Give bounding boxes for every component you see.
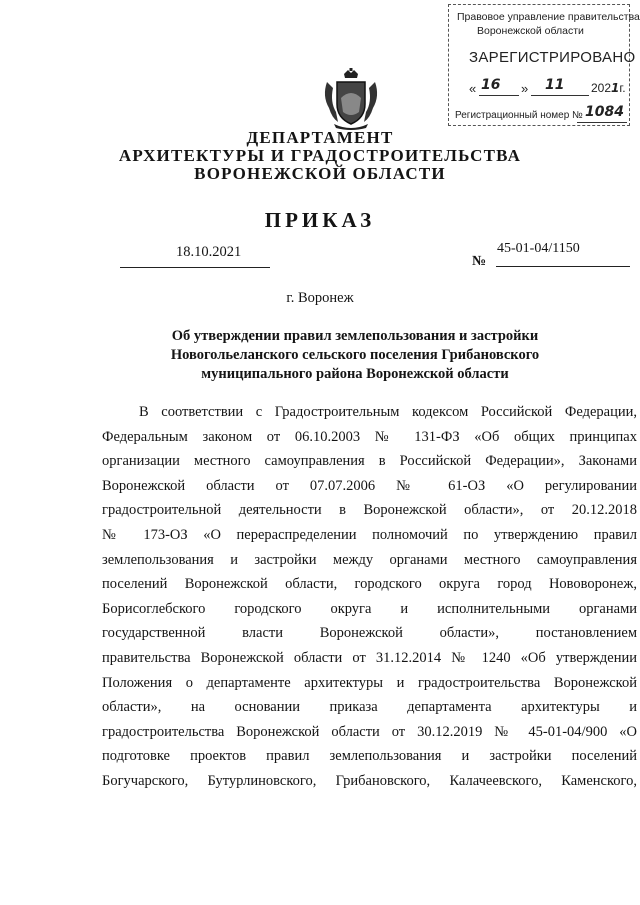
order-number-sign: № (472, 254, 487, 269)
body-line: № 173-ОЗ «О перераспределении полномочий по утверждению правил (102, 526, 637, 543)
body-line: области», на основании приказа департамента архитектуры и (102, 699, 637, 716)
subject-line: Об утверждении правил землепользования и застройки (171, 328, 539, 344)
stamp-status: ЗАРЕГИСТРИРОВАНО (469, 49, 636, 66)
department-name-line-3: ВОРОНЕЖСКОЙ ОБЛАСТИ (194, 164, 446, 183)
registration-stamp: Правовое управление правительства Воронежской области ЗАРЕГИСТРИРОВАНО « 16 » 11 2021г. Регистрационный номер № 1084 (448, 4, 630, 126)
stamp-month: 11 (545, 77, 565, 93)
body-line: В соответствии с Градостроительным кодексом Российской Федерации, (139, 404, 637, 420)
stamp-reg-number: 1084 (585, 104, 624, 120)
order-number: 45-01-04/1150 (497, 241, 580, 256)
department-name-line-2: АРХИТЕКТУРЫ И ГРАДОСТРОИТЕЛЬСТВА (118, 146, 522, 165)
body-line: подготовке проектов правил землепользования и застройки поселений (102, 748, 637, 765)
stamp-day: 16 (481, 77, 501, 93)
subject-line: муниципального района Воронежской области (201, 366, 509, 382)
city: г. Воронеж (286, 290, 354, 306)
body-line: градостроительной деятельности в Воронежской области», от 20.12.2018 (102, 502, 637, 519)
body-line: государственной власти Воронежской области», постановлением (102, 625, 637, 642)
body-line: Борисоглебского городского округа и исполнительными органами (102, 600, 637, 617)
stamp-authority-line: Правовое управление правительства (457, 11, 640, 23)
department-name-line-1: ДЕПАРТАМЕНТ (246, 128, 394, 147)
stamp-year: 2021г. (591, 81, 626, 95)
body-line: организации местного самоуправления в Российской Федерации», Законами (102, 453, 637, 470)
body-line: Воронежской области от 07.07.2006 № 61-ОЗ «О регулировании (102, 477, 637, 494)
body-line: градостроительства Воронежской области от 30.12.2019 № 45-01-04/900 «О (102, 723, 637, 740)
body-line: землепользования и застройки между органами местного самоуправления (102, 551, 637, 568)
body-line: Богучарского, Бутурлиновского, Грибановского, Калачеевского, Каменского, (102, 772, 637, 789)
order-date: 18.10.2021 (176, 244, 242, 260)
body-line: Положения о департаменте архитектуры и градостроительства Воронежской (102, 674, 637, 691)
date-underline (120, 267, 270, 268)
coat-of-arms-icon (322, 68, 380, 130)
number-underline (496, 266, 630, 267)
document-title: ПРИКАЗ (264, 208, 376, 232)
order-subject (60, 327, 640, 384)
stamp-region-line: Воронежской области (477, 25, 584, 37)
subject-line: Новогольеланского сельского поселения Грибановского (170, 347, 540, 363)
stamp-reg-label: Регистрационный номер № (455, 110, 583, 121)
body-line: поселений Воронежской области, городского округа город Нововоронеж, (102, 576, 637, 593)
body-line: Федеральным законом от 06.10.2003 № 131-ФЗ «Об общих принципах (102, 428, 637, 445)
body-paragraph (102, 400, 637, 794)
body-line: правительства Воронежской области от 31.12.2014 № 1240 «Об утверждении (102, 649, 637, 666)
